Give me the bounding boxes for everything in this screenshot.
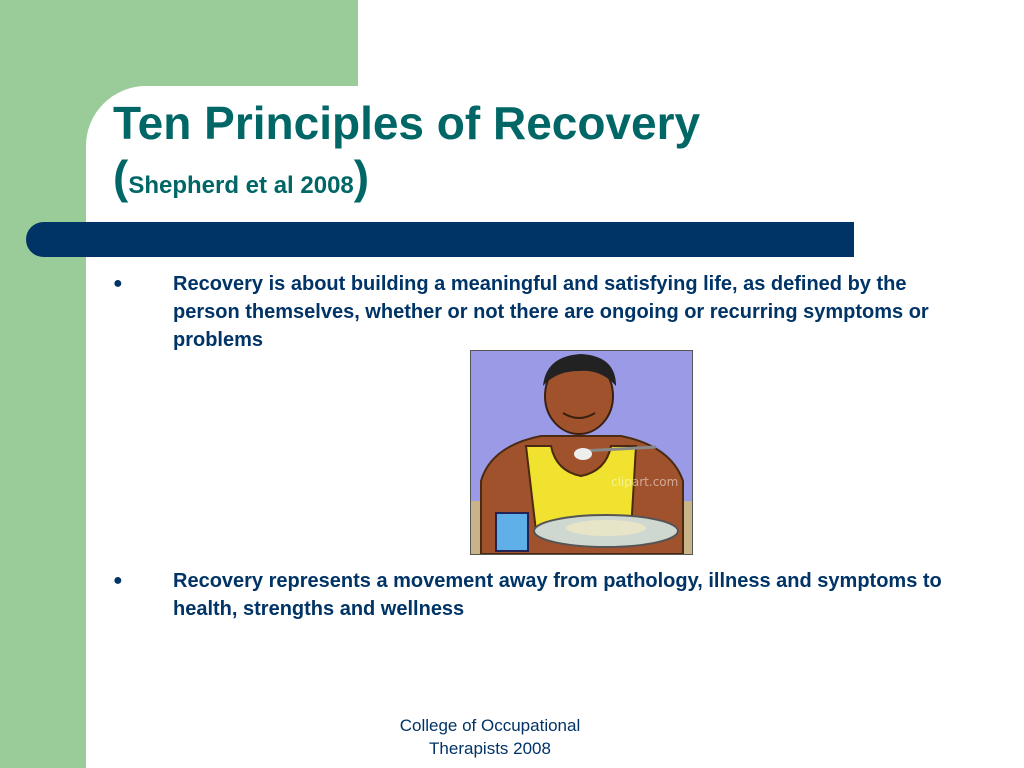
title-text: Ten Principles of Recovery (113, 97, 701, 149)
bullet-dot-icon: ● (113, 572, 123, 589)
subtitle-open-paren: ( (113, 151, 129, 203)
slide-footer (340, 714, 640, 760)
footer-line-2: Therapists 2008 (429, 739, 551, 758)
footer-line-1: College of Occupational (399, 716, 581, 735)
bullet-text-1: Recovery is about building a meaningful and satisfying life, as defined by the person themselves, whether or not there are ongoing or recurring symptoms or problems (173, 273, 929, 351)
person-eating-clipart (470, 350, 693, 555)
top-green-band (86, 0, 358, 86)
bullet-item-2 (113, 567, 973, 623)
bullet-dot-icon: ● (113, 275, 123, 292)
slide-title (113, 96, 700, 213)
clipart-watermark: clipart.com (611, 475, 679, 489)
left-green-band (0, 0, 86, 768)
bullet-item-1 (113, 270, 973, 354)
bullet-text-2: Recovery represents a movement away from pathology, illness and symptoms to health, strengths and wellness (173, 570, 942, 620)
subtitle-close-paren: ) (353, 151, 370, 203)
title-divider-bar (26, 222, 854, 257)
subtitle-text: Shepherd et al 2008 (128, 172, 354, 199)
